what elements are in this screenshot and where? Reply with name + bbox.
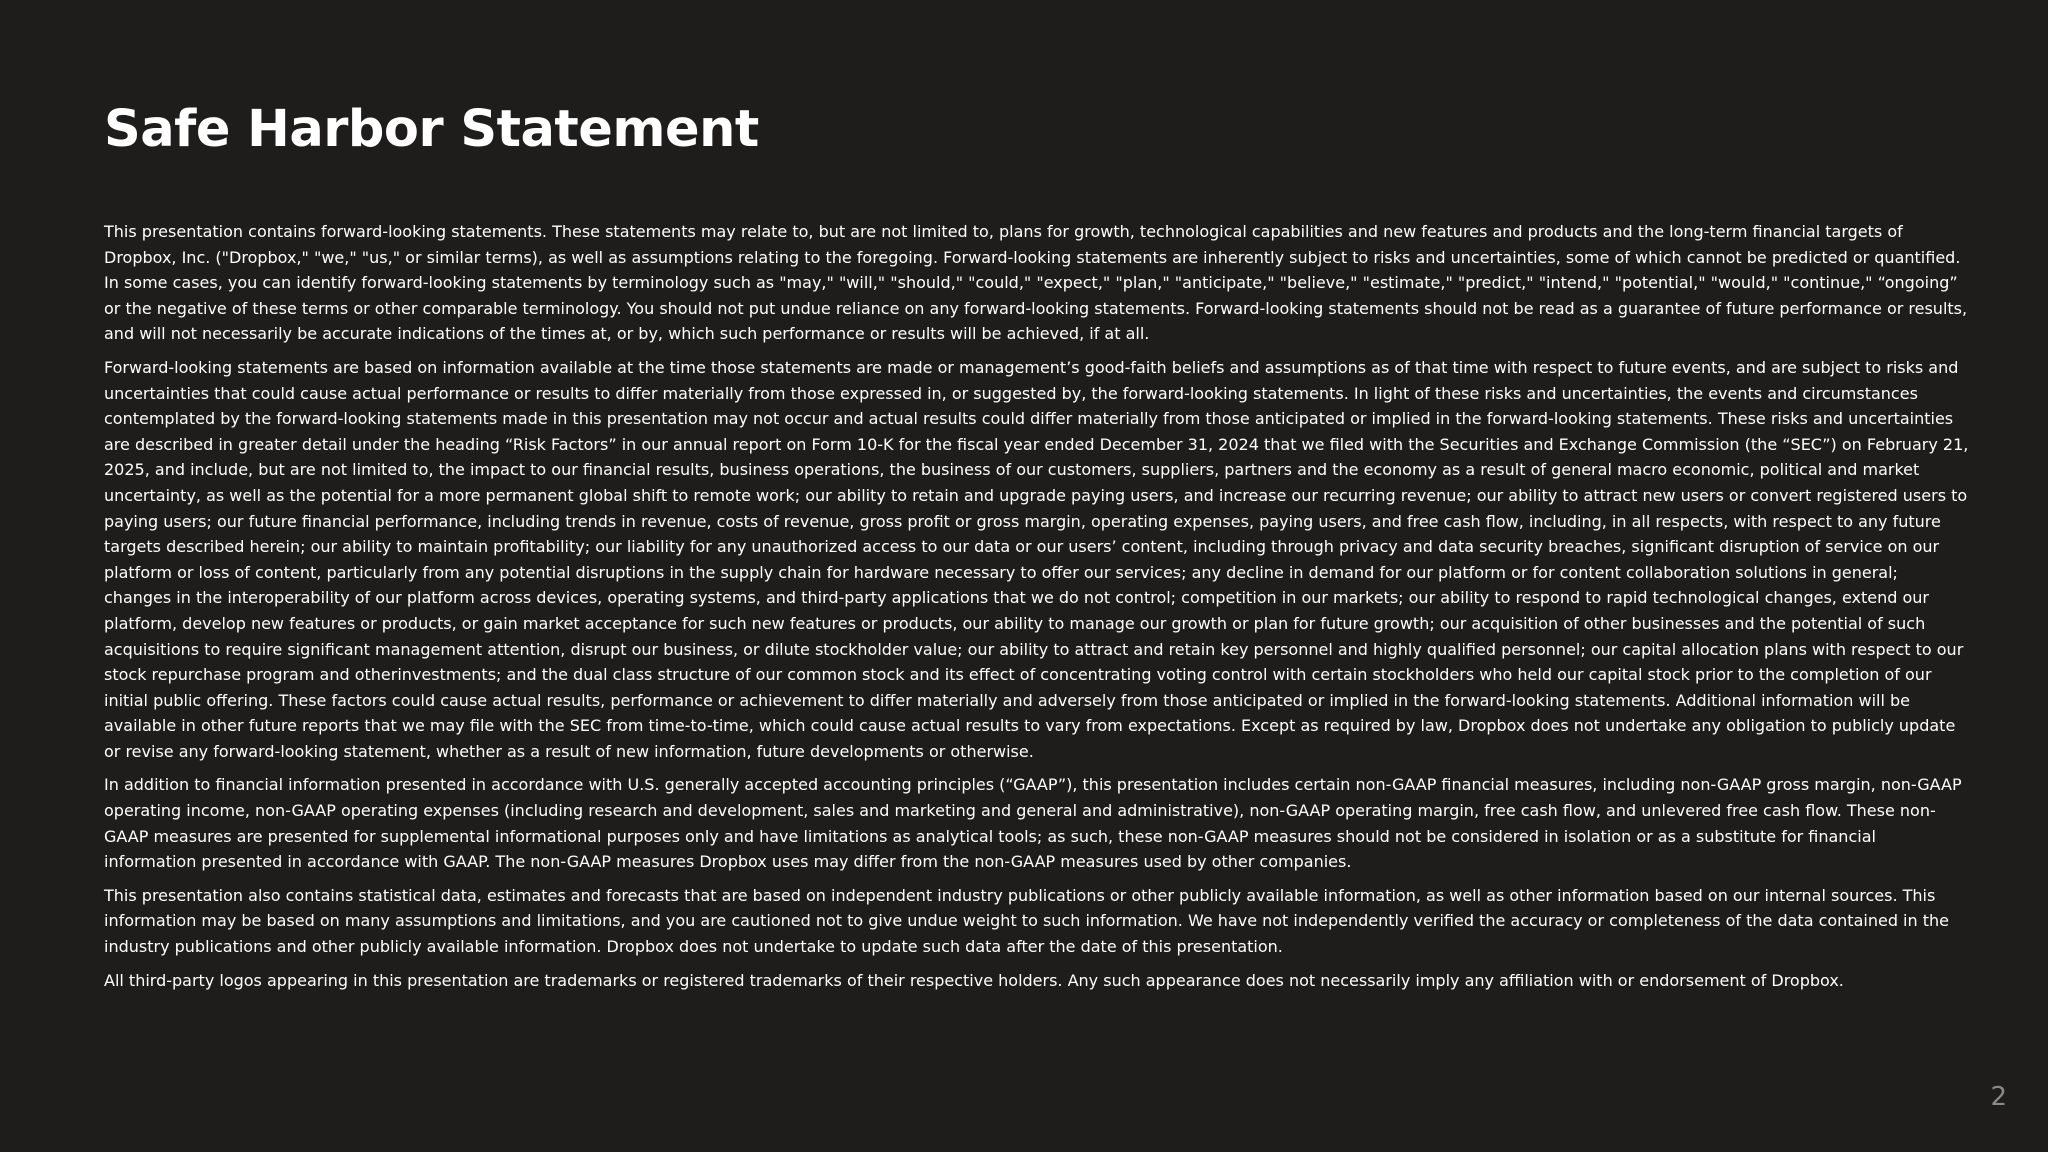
paragraph-forward-looking: This presentation contains forward-looking statements. These statements may relate to, but are not limited to, plans for growth, technological capabilities and new features and products and the long-term financial targets of Dropbox, Inc. ("Dropbox," "we," "us," or similar terms), as well as assumptions relating to the foregoing. Forward-looking statements are inherently subject to risks and uncertainties, some of which cannot be predicted or quantified. In some cases, you can identify forward-looking statements by terminology such as "may," "will," "should," "could," "expect," "plan," "anticipate," "believe," "estimate," "predict," "intend," "potential," "would," "continue," “ongoing” or the negative of these terms or other comparable terminology. You should not put undue reliance on any forward-looking statements. Forward-looking statements should not be read as a guarantee of future performance or results, and will not necessarily be accurate indications of the times at, or by, which such performance or results will be achieved, if at all. [104,222,1968,344]
paragraph-non-gaap: In addition to financial information presented in accordance with U.S. generally accepted accounting principles (“GAAP”), this presentation includes certain non-GAAP financial measures, including non-GAAP gross margin, non-GAAP operating income, non-GAAP operating expenses (including research and development, sales and marketing and general and administrative), non-GAAP operating margin, free cash flow, and unlevered free cash flow. These non-GAAP measures are presented for supplemental informational purposes only and have limitations as analytical tools; as such, these non-GAAP measures should not be considered in isolation or as a substitute for financial information presented in accordance with GAAP. The non-GAAP measures Dropbox uses may differ from the non-GAAP measures used by other companies. [104,775,1962,872]
paragraph-trademarks: All third-party logos appearing in this presentation are trademarks or registered trademarks of their respective holders. Any such appearance does not necessarily imply any affiliation with or endorsement of Dropbox. [104,970,1844,990]
paragraph-statistical-data: This presentation also contains statistical data, estimates and forecasts that are based on independent industry publications or other publicly available information, as well as other information based on our internal sources. This information may be based on many assumptions and limitations, and you are cautioned not to give undue weight to such information. We have not independently verified the accuracy or completeness of the data contained in the industry publications and other publicly available information. Dropbox does not undertake to update such data after the date of this presentation. [104,885,1949,957]
slide-title: Safe Harbor Statement [104,100,759,159]
paragraph-risk-factors: Forward-looking statements are based on information available at the time those statements are made or management’s good-faith beliefs and assumptions as of that time with respect to future events, and are subject to risks and uncertainties that could cause actual performance or results to differ materially from those expressed in, or suggested by, the forward-looking statements. In light of these risks and uncertainties, the events and circumstances contemplated by the forward-looking statements made in this presentation may not occur and actual results could differ materially from those anticipated or implied in the forward-looking statements. These risks and uncertainties are described in greater detail under the heading “Risk Factors” in our annual report on Form 10-K for the fiscal year ended December 31, 2024 that we filed with the Securities and Exchange Commission (the “SEC”) on February 21, 2025, and include, but are not limited to, the impact to our financial results, business operations, the business of our customers, suppliers, partners and the economy as a result of general macro economic, political and market uncertainty, as well as the potential for a more permanent global shift to remote work; our ability to retain and upgrade paying users, and increase our recurring revenue; our ability to attract new users or convert registered users to paying users; our future financial performance, including trends in revenue, costs of revenue, gross profit or gross margin, operating expenses, paying users, and free cash flow, including, in all respects, with respect to any future targets described herein; our ability to maintain profitability; our liability for any unauthorized access to our data or our users’ content, including through privacy and data security breaches, significant disruption of service on our platform or loss of content, particularly from any potential disruptions in the supply chain for hardware necessary to offer our services; any decline in demand for our platform or for content collaboration solutions in general; changes in the interoperability of our platform across devices, operating systems, and third-party applications that we do not control; competition in our markets; our ability to respond to rapid technological changes, extend our platform, develop new features or products, or gain market acceptance for such new features or products, our ability to manage our growth or plan for future growth; our acquisition of other businesses and the potential of such acquisitions to require significant management attention, disrupt our business, or dilute stockholder value; our ability to attract and retain key personnel and highly qualified personnel; our capital allocation plans with respect to our stock repurchase program and otherinvestments; and the dual class structure of our common stock and its effect of concentrating voting control with certain stockholders who held our capital stock prior to the completion of our initial public offering. These factors could cause actual results, performance or achievement to differ materially and adversely from those anticipated or implied in the forward-looking statements. Additional information will be available in other future reports that we may file with the SEC from time-to-time, which could cause actual results to vary from expectations. Except as required by law, Dropbox does not undertake any obligation to publicly update or revise any forward-looking statement, whether as a result of new information, future developments or otherwise. [104,357,1969,761]
statement-body [104,219,1970,1001]
page-number: 2 [1990,1082,2007,1112]
